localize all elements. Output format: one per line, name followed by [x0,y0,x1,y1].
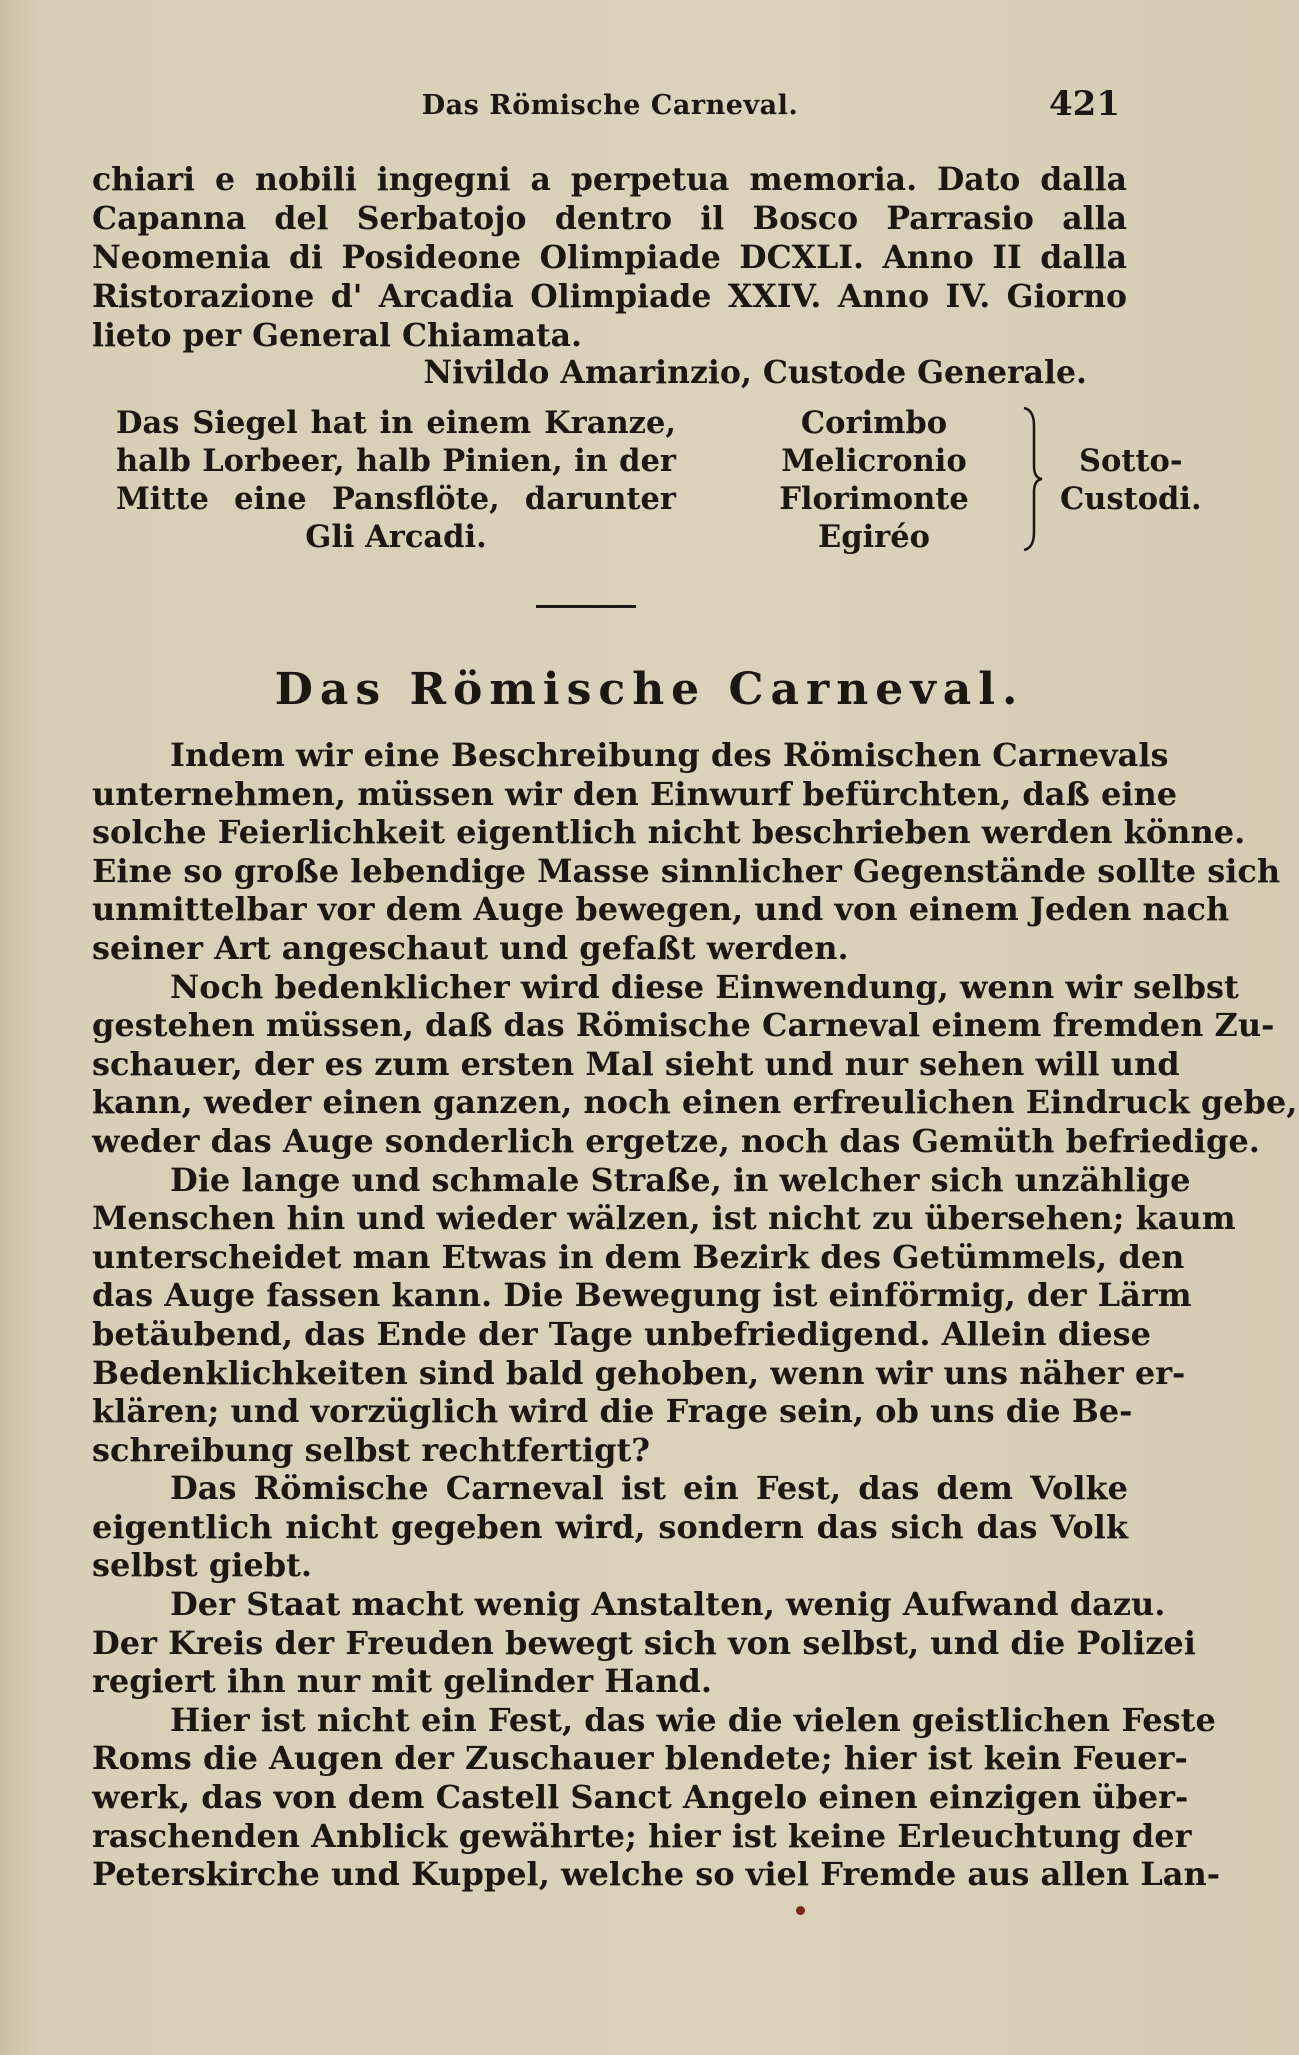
text-line: eigentlich nicht gegeben wird, sondern das sich das Volk [92,1507,1128,1546]
text-line: das Auge fassen kann. Die Bewegung ist einförmig, der Lärm [92,1276,1192,1315]
text-line: Hier ist nicht ein Fest, das wie die vielen geistlichen Feste [170,1700,1216,1739]
seal-line: Das Siegel hat in einem Kranze, [116,405,676,441]
page-number: 421 [1049,84,1120,124]
text-line: weder das Auge sonderlich ergetze, noch das Gemüth befriedige. [92,1121,1260,1160]
section-title: Das Römische Carneval. [274,664,1025,715]
text-line: Menschen hin und wieder wälzen, ist nicht zu übersehen; kaum [92,1199,1236,1238]
custode-name: Egiréo [818,519,930,555]
running-title: Das Römische Carneval. [421,90,799,121]
ink-spot [796,1906,805,1915]
text-line: schauer, der es zum ersten Mal sieht und nur sehen will und [92,1044,1180,1083]
sotto-custodi-label [1060,442,1202,518]
text-line: Die lange und schmale Straße, in welcher sich unzählige [170,1160,1191,1199]
text-line: kann, weder einen ganzen, noch einen erfreulichen Eindruck gebe, [92,1083,1298,1122]
custode-name: Florimonte [779,481,969,517]
text-line: solche Feierlichkeit eigentlich nicht beschrieben werden könne. [92,813,1246,852]
custodi-names [724,404,1024,556]
text-line: Der Kreis der Freuden bewegt sich von selbst, und die Polizei [92,1623,1196,1662]
text-line: schreibung selbst rechtfertigt? [92,1430,650,1469]
role-line: Custodi. [1060,481,1202,517]
role-line: Sotto- [1079,443,1183,479]
text-line: seiner Art angeschaut und gefaßt werden. [92,928,849,967]
custode-name: Corimbo [800,405,948,441]
seal-description-block [116,404,1202,555]
seal-line: halb Lorbeer, halb Pinien, in der [116,443,676,479]
text-line: Das Römische Carneval ist ein Fest, das dem Volke [170,1469,1128,1508]
text-line: unternehmen, müssen wir den Einwurf befürchten, daß eine [92,774,1178,813]
text-line: regiert ihn nur mit gelinder Hand. [92,1662,712,1701]
text-line: selbst giebt. [92,1546,313,1585]
page-header [90,84,1130,134]
text-line: Indem wir eine Beschreibung des Römischen Carnevals [170,736,1169,774]
text-line: Eine so große lebendige Masse sinnlicher Gegenstände sollte sich [92,851,1281,890]
text-line: raschenden Anblick gewährte; hier ist keine Erleuchtung der [92,1816,1192,1855]
body-text [92,736,1298,1894]
seal-line: Gli Arcadi. [305,519,487,555]
text-line: Noch bedenklicher wird diese Einwendung, wenn wir selbst [170,967,1239,1006]
text-line: klären; und vorzüglich wird die Frage sein, ob uns die Be- [92,1392,1133,1431]
custode-name: Melicronio [781,443,967,479]
signature-line: Nivildo Amarinzio, Custode Generale. [423,354,1087,391]
text-line: gestehen müssen, daß das Römische Carneval einem fremden Zu- [92,1006,1275,1045]
brace-icon [1022,406,1044,552]
italian-paragraph [92,160,1127,355]
text-line: Der Staat macht wenig Anstalten, wenig Aufwand dazu. [170,1585,1166,1624]
text-line: unmittelbar vor dem Auge bewegen, und von einem Jeden nach [92,890,1230,929]
section-divider [536,605,636,608]
text-line: werk, das von dem Castell Sanct Angelo einen einzigen über- [92,1778,1189,1817]
text-line: Peterskirche und Kuppel, welche so viel Fremde aus allen Lan- [92,1855,1221,1894]
seal-text [116,404,676,556]
text-line: betäubend, das Ende der Tage unbefriedigend. Allein diese [92,1314,1151,1353]
text-line: Roms die Augen der Zuschauer blendete; hier ist kein Feuer- [92,1739,1188,1778]
text-line: Bedenklichkeiten sind bald gehoben, wenn wir uns näher er- [92,1353,1186,1392]
text-line: unterscheidet man Etwas in dem Bezirk des Getümmels, den [92,1237,1185,1276]
seal-line: Mitte eine Pansflöte, darunter [116,481,676,517]
italian-text: chiari e nobili ingegni a perpetua memoria. Dato dalla Capanna del Serbatojo dentro il Bosco Parrasio alla Neomenia di Posideone Olimpiade DCXLI. Anno II dalla Ristorazione d' Arcadia Olimpiade XXIV. Anno IV. Giorno lieto per General Chiamata. [92,161,1127,354]
